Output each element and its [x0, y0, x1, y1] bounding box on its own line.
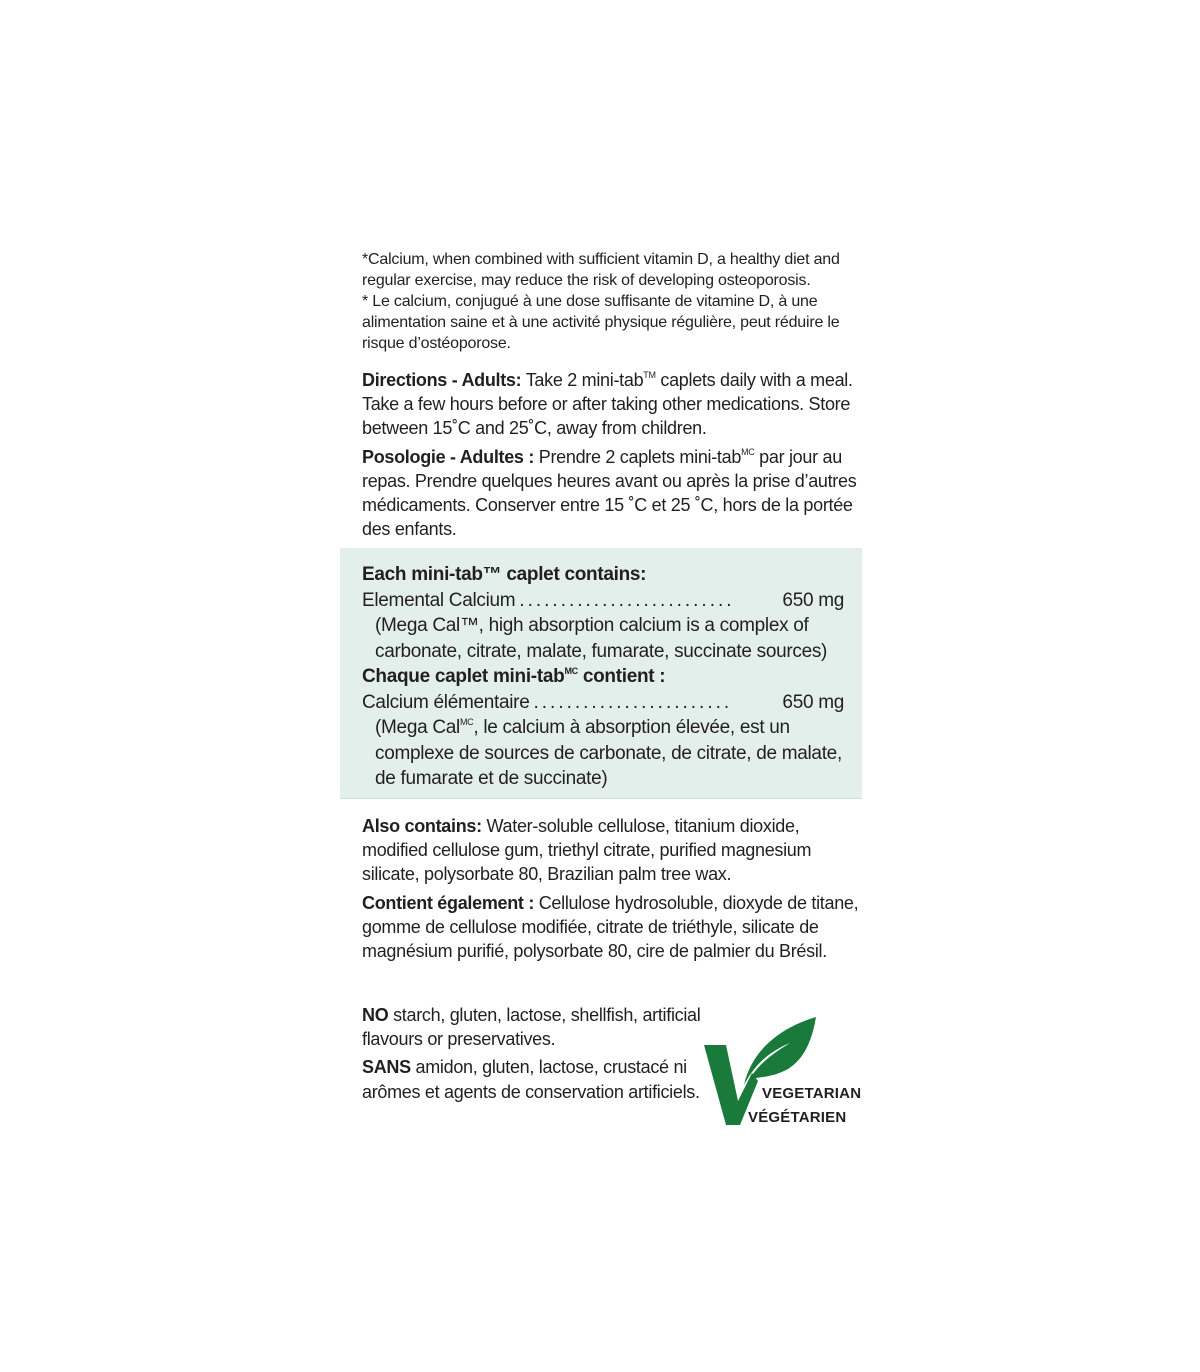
- directions-french: [362, 445, 862, 542]
- ingredient-row-french: [362, 690, 844, 716]
- claim-french: * Le calcium, conjugué à une dose suffisante de vitamine D, à une alimentation saine et à une activité physique régulière, peut réduire le risque d’ostéoporose.: [362, 293, 840, 352]
- vegetarian-label-french: VÉGÉTARIEN: [748, 1109, 847, 1126]
- free-from-french: [362, 1055, 702, 1103]
- note-part: , le calcium à absorption élevée, est un complexe de sources de carbonate, de citrate, de malate, de fumarate et de succinate): [375, 717, 842, 789]
- ingredients-panel: [340, 548, 862, 799]
- free-from-english: [362, 1003, 702, 1051]
- also-contains-heading: Also contains:: [362, 816, 482, 836]
- also-contains-french: [362, 891, 862, 964]
- trademark-sup: MC: [741, 446, 755, 457]
- directions-english: [362, 368, 862, 441]
- ingredients-heading-english: Each mini-tab™ caplet contains:: [362, 564, 647, 585]
- trademark-sup: TM: [643, 370, 656, 380]
- sans-heading: SANS: [362, 1057, 411, 1078]
- also-contains-text: Water-soluble cellulose, titanium dioxide, modified cellulose gum, triethyl citrate, purified magnesium silicate, polysorbate 80, Brazilian palm tree wax.: [362, 816, 812, 885]
- sans-text: amidon, gluten, lactose, crustacé ni arômes et agents de conservation artificiels.: [362, 1057, 700, 1102]
- ingredient-row-english: [362, 588, 844, 614]
- also-contains-section: [362, 814, 862, 963]
- ingredient-amount: 650 mg: [782, 589, 844, 611]
- leader-dots: ........................: [533, 691, 733, 713]
- contient-text: Cellulose hydrosoluble, dioxyde de titane, gomme de cellulose modifiée, citrate de triéthyle, silicate de magnésium purifié, polysorbate 80, cire de palmier du Brésil.: [362, 892, 859, 962]
- posologie-text-part: par jour au repas. Prendre quelques heures avant ou après la prise d’autres médicaments. Conserver entre 15 ˚C et 25 ˚C, hors de la portée des enfants.: [362, 446, 857, 540]
- vegetarian-label-english: VEGETARIAN: [762, 1085, 862, 1102]
- ingredient-note-english: (Mega Cal™, high absorption calcium is a complex of carbonate, citrate, malate, fumarate, succinate sources): [375, 615, 828, 662]
- free-from-section: [362, 1003, 862, 1126]
- heading-part: Chaque caplet mini-tab: [362, 666, 565, 687]
- no-text: starch, gluten, lactose, shellfish, artificial flavours or preservatives.: [362, 1005, 701, 1050]
- also-contains-english: [362, 814, 862, 887]
- contient-heading: Contient également :: [362, 892, 535, 913]
- no-heading: NO: [362, 1005, 389, 1025]
- claim-english: *Calcium, when combined with sufficient vitamin D, a healthy diet and regular exercise, may reduce the risk of developing osteoporosis.: [362, 251, 840, 289]
- product-label: [340, 0, 862, 1372]
- ingredient-name: Elemental Calcium: [362, 589, 516, 611]
- posologie-heading: Posologie - Adultes :: [362, 446, 535, 467]
- ingredient-name: Calcium élémentaire: [362, 691, 530, 713]
- ingredients-heading-french: [362, 664, 844, 690]
- leader-dots: ..........................: [519, 589, 735, 611]
- posologie-text-part: Prendre 2 caplets mini-tab: [534, 446, 742, 467]
- directions-text-part: Take 2 mini-tab: [521, 370, 644, 390]
- directions-heading: Directions - Adults:: [362, 370, 522, 390]
- trademark-sup: MC: [564, 666, 578, 676]
- note-part: (Mega Cal: [375, 717, 460, 738]
- ingredient-amount: 650 mg: [782, 691, 844, 713]
- vegetarian-badge: [704, 1013, 862, 1138]
- osteoporosis-claim: [362, 249, 862, 354]
- directions-text-part: caplets daily with a meal. Take a few hours before or after taking other medications. Store between 15˚C and 25˚C, away from children.: [362, 370, 853, 439]
- directions-section: [362, 368, 862, 541]
- heading-part: contient :: [577, 666, 666, 687]
- trademark-sup: MC: [459, 717, 474, 727]
- ingredient-note-french: [375, 715, 844, 792]
